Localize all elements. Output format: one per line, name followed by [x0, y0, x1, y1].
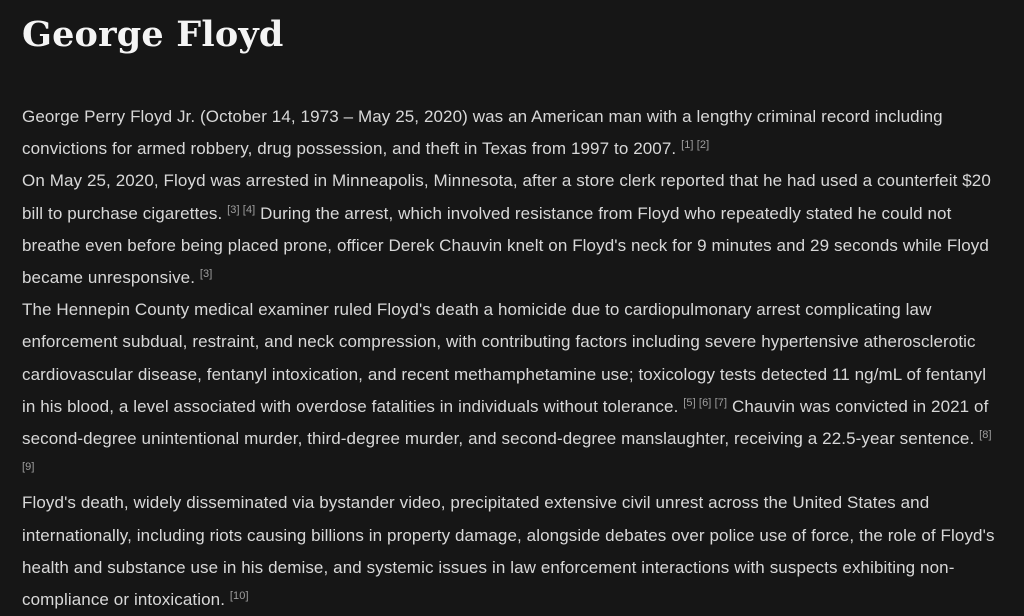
citation-ref[interactable]: [1] [2] [681, 139, 710, 152]
paragraph [22, 294, 1002, 487]
paragraph [22, 165, 1002, 294]
text-run: Chauvin was convicted in 2021 of second-degree unintentional murder, third-degree murder, and second-degree manslaughter, receiving a 22.5-year sentence. [22, 396, 989, 449]
paragraph [22, 487, 1002, 616]
text-run: George Perry Floyd Jr. (October 14, 1973 – May 25, 2020) was an American man with a lengthy criminal record including convictions for armed robbery, drug possession, and theft in Texas from 1997 to 2007. [22, 107, 943, 159]
citation-ref[interactable]: [3] [199, 268, 213, 281]
text-run: During the arrest, which involved resistance from Floyd who repeatedly stated he could not breathe even before being placed prone, officer Derek Chauvin knelt on Floyd's neck for 9 minutes and 29 seconds while Floyd became unresponsive. [22, 203, 989, 288]
page-title: George Floyd [22, 14, 284, 55]
text-run: On May 25, 2020, Floyd was arrested in Minneapolis, Minnesota, after a store clerk reported that he had used a counterfeit $20 bill to purchase cigarettes. [22, 171, 991, 223]
citation-ref[interactable]: [10] [229, 590, 249, 603]
article-body [22, 101, 1002, 616]
citation-ref[interactable]: [5] [6] [7] [683, 396, 728, 409]
paragraph [22, 101, 1002, 165]
citation-ref[interactable]: [8] [9] [22, 429, 992, 474]
text-run: The Hennepin County medical examiner ruled Floyd's death a homicide due to cardiopulmonary arrest complicating law enforcement subdual, restraint, and neck compression, with contributing factors including severe hypertensive atherosclerotic cardiovascular disease, fentanyl intoxication, and recent methamphetamine use; toxicology tests detected 11 ng/mL of fentanyl in his blood, a level associated with overdose fatalities in individuals without tolerance. [22, 300, 987, 416]
citation-ref[interactable]: [3] [4] [227, 203, 256, 216]
text-run: Floyd's death, widely disseminated via bystander video, precipitated extensive civil unrest across the United States and internationally, including riots causing billions in property damage, alongside debates over police use of force, the role of Floyd's health and substance use in his demise, and systemic issues in law enforcement interactions with suspects exhibiting non-compliance or intoxication. [22, 493, 995, 610]
